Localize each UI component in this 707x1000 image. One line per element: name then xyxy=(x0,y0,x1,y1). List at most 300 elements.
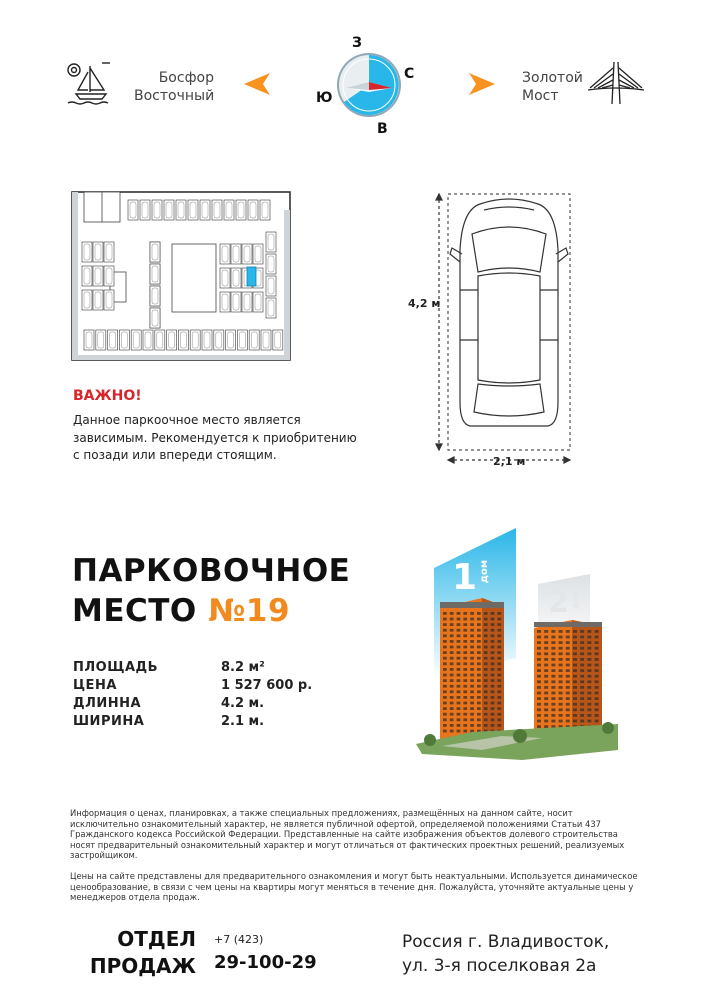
building-window xyxy=(491,634,495,637)
building-window xyxy=(491,696,495,699)
building-window xyxy=(477,634,481,637)
building-window xyxy=(537,725,541,728)
building-window xyxy=(457,640,461,643)
building-window xyxy=(457,690,461,693)
building-window xyxy=(587,658,591,661)
building-window xyxy=(484,634,488,637)
building-window xyxy=(573,720,577,723)
building-window xyxy=(457,679,461,682)
building-window xyxy=(544,692,548,695)
building-window xyxy=(484,629,488,632)
building-window xyxy=(566,686,570,689)
building-window xyxy=(457,612,461,615)
parking-slot xyxy=(82,266,92,286)
parking-slot xyxy=(249,330,259,350)
building-window xyxy=(463,718,467,721)
building-window xyxy=(497,696,501,699)
building-window xyxy=(551,630,555,633)
building-window xyxy=(551,714,555,717)
building-window xyxy=(450,702,454,705)
building-window xyxy=(477,724,481,727)
building-window xyxy=(457,718,461,721)
building-window xyxy=(443,713,447,716)
compass-north-label: З xyxy=(352,35,362,51)
building-window xyxy=(573,686,577,689)
parking-slot xyxy=(190,330,200,350)
building-window xyxy=(497,629,501,632)
building-window xyxy=(566,630,570,633)
building-window xyxy=(470,646,474,649)
building-window xyxy=(477,612,481,615)
building-window xyxy=(450,724,454,727)
building-window xyxy=(587,714,591,717)
building-window xyxy=(463,685,467,688)
building-window xyxy=(491,668,495,671)
building-window xyxy=(551,669,555,672)
building-window xyxy=(497,646,501,649)
important-line-2: зависимым. Рекомендуется к приобритению xyxy=(73,430,357,445)
building-window xyxy=(544,658,548,661)
disclaimer-paragraph-2: Цены на сайте представлены для предварительного ознакомления и могут быть неактуальными. Используется динамическое ценообразование, в связи с чем цены на квартиры могут меняться в течение дня. Пожалуйста, уточняйте актуальные цены у менеджеров отдела продаж. xyxy=(70,870,638,903)
parking-slot xyxy=(237,330,247,350)
parking-slot xyxy=(93,242,103,262)
building-window xyxy=(544,703,548,706)
building-window xyxy=(595,686,599,689)
building-window xyxy=(559,630,563,633)
parking-slot xyxy=(108,330,118,350)
building-window xyxy=(544,686,548,689)
building-window xyxy=(443,629,447,632)
building-window xyxy=(443,662,447,665)
building-window xyxy=(463,640,467,643)
parking-slot xyxy=(266,232,276,252)
building-window xyxy=(450,730,454,733)
parking-slot xyxy=(128,200,138,220)
building-window xyxy=(491,623,495,626)
building-window xyxy=(580,652,584,655)
building-window xyxy=(559,669,563,672)
building-window xyxy=(463,629,467,632)
building-window xyxy=(463,713,467,716)
building-window xyxy=(587,630,591,633)
building-window xyxy=(443,707,447,710)
compass-icon xyxy=(336,52,402,118)
nav-left-label-line1: Босфор xyxy=(158,70,214,86)
building-window xyxy=(470,696,474,699)
building-window xyxy=(559,708,563,711)
building-window xyxy=(450,690,454,693)
parking-slot xyxy=(266,254,276,274)
parking-slot xyxy=(84,330,94,350)
building-window xyxy=(463,623,467,626)
building-window xyxy=(544,636,548,639)
building-window xyxy=(470,679,474,682)
building-window xyxy=(491,640,495,643)
building-window xyxy=(573,708,577,711)
building-window xyxy=(559,686,563,689)
building-window xyxy=(559,652,563,655)
building-window xyxy=(457,685,461,688)
parking-slot xyxy=(261,330,271,350)
building-window xyxy=(443,724,447,727)
parking-slot xyxy=(93,266,103,286)
building-window xyxy=(484,662,488,665)
building-window xyxy=(463,702,467,705)
building-window xyxy=(477,718,481,721)
spec-value: 1 527 600 р. xyxy=(221,678,313,693)
building-window xyxy=(450,685,454,688)
building-window xyxy=(566,658,570,661)
building-window xyxy=(559,641,563,644)
building-window xyxy=(484,612,488,615)
building-window xyxy=(443,696,447,699)
building-window xyxy=(580,669,584,672)
building-window xyxy=(457,713,461,716)
building-window xyxy=(463,724,467,727)
building-window xyxy=(537,697,541,700)
building-window xyxy=(580,697,584,700)
building-window xyxy=(551,703,555,706)
building-window xyxy=(457,618,461,621)
building-window xyxy=(573,652,577,655)
building-window xyxy=(477,685,481,688)
building-window xyxy=(566,675,570,678)
building-window xyxy=(595,664,599,667)
building-1-badge xyxy=(452,557,491,598)
building-1-number: 1 xyxy=(452,557,478,598)
building-window xyxy=(595,636,599,639)
building-window xyxy=(484,718,488,721)
building-window xyxy=(470,629,474,632)
building-window xyxy=(470,662,474,665)
spec-row-width xyxy=(73,714,373,732)
spec-label: ДЛИННА xyxy=(73,696,142,711)
building-window xyxy=(491,690,495,693)
building-window xyxy=(463,618,467,621)
building-window xyxy=(595,697,599,700)
buildings-illustration xyxy=(412,528,622,760)
building-window xyxy=(537,686,541,689)
building-window xyxy=(573,714,577,717)
parking-slot xyxy=(119,330,129,350)
building-window xyxy=(477,651,481,654)
spec-value: 2.1 м. xyxy=(221,714,265,729)
building-window xyxy=(587,686,591,689)
building-window xyxy=(450,612,454,615)
building-window xyxy=(537,652,541,655)
building-window xyxy=(497,651,501,654)
building-window xyxy=(477,623,481,626)
parking-slot xyxy=(220,244,230,264)
building-window xyxy=(497,679,501,682)
building-window xyxy=(457,646,461,649)
parking-slot xyxy=(236,200,246,220)
building-window xyxy=(544,641,548,644)
building-window xyxy=(566,703,570,706)
building-window xyxy=(595,692,599,695)
building-2-word: дом xyxy=(570,588,581,609)
parking-slot xyxy=(104,266,114,286)
important-text xyxy=(73,412,393,465)
arrow-left-icon xyxy=(244,73,270,95)
building-window xyxy=(566,697,570,700)
building-window xyxy=(484,702,488,705)
building-window xyxy=(463,662,467,665)
building-window xyxy=(587,647,591,650)
building-window xyxy=(537,647,541,650)
building-window xyxy=(566,636,570,639)
building-window xyxy=(491,651,495,654)
building-window xyxy=(551,680,555,683)
building-window xyxy=(544,647,548,650)
parking-slot xyxy=(202,330,212,350)
building-window xyxy=(457,702,461,705)
building-window xyxy=(537,680,541,683)
building-window xyxy=(497,685,501,688)
building-window xyxy=(544,652,548,655)
parking-slot xyxy=(253,244,263,264)
building-window xyxy=(450,623,454,626)
building-window xyxy=(484,685,488,688)
building-window xyxy=(470,618,474,621)
building-window xyxy=(573,630,577,633)
building-window xyxy=(470,713,474,716)
title-place-word: МЕСТО xyxy=(72,593,197,629)
building-window xyxy=(491,713,495,716)
parking-slot xyxy=(266,298,276,318)
building-window xyxy=(559,658,563,661)
building-window xyxy=(573,664,577,667)
building-window xyxy=(470,657,474,660)
building-window xyxy=(566,680,570,683)
building-window xyxy=(463,646,467,649)
building-window xyxy=(551,708,555,711)
parking-slot xyxy=(152,200,162,220)
building-1-word: дом xyxy=(479,560,491,584)
building-window xyxy=(595,658,599,661)
dept-line-2: ПРОДАЖ xyxy=(89,954,196,978)
parking-slot xyxy=(164,200,174,220)
building-window xyxy=(463,657,467,660)
building-window xyxy=(470,623,474,626)
building-window xyxy=(497,707,501,710)
building-window xyxy=(544,714,548,717)
car-length-label: 4,2 м xyxy=(408,297,441,310)
building-window xyxy=(443,674,447,677)
building-window xyxy=(537,658,541,661)
building-window xyxy=(477,679,481,682)
building-window xyxy=(443,690,447,693)
building-window xyxy=(477,674,481,677)
building-window xyxy=(491,724,495,727)
nav-right-label-line1: Золотой xyxy=(522,70,583,86)
building-window xyxy=(497,702,501,705)
building-window xyxy=(443,685,447,688)
parking-slot xyxy=(178,330,188,350)
building-window xyxy=(463,651,467,654)
building-window xyxy=(457,696,461,699)
building-window xyxy=(457,674,461,677)
building-window xyxy=(491,707,495,710)
building-window xyxy=(477,696,481,699)
building-window xyxy=(484,674,488,677)
building-window xyxy=(537,703,541,706)
building-window xyxy=(457,668,461,671)
building-window xyxy=(580,647,584,650)
building-window xyxy=(595,714,599,717)
parking-slot xyxy=(167,330,177,350)
parking-slot xyxy=(104,242,114,262)
building-window xyxy=(491,702,495,705)
building-window xyxy=(573,641,577,644)
building-window xyxy=(566,708,570,711)
building-window xyxy=(595,669,599,672)
building-window xyxy=(470,707,474,710)
building-window xyxy=(443,668,447,671)
building-window xyxy=(484,707,488,710)
building-window xyxy=(544,675,548,678)
building-window xyxy=(497,634,501,637)
disclaimer-paragraph-1: Информация о ценах, планировках, а также специальных предложениях, размещённых на данном сайте, носит исключительно ознакомительный характер, не является публичной офертой, определяемой положениями Статьи 437 Гражданского кодекса Российской Федерации. Представленные на сайте изображения объектов долевого строительства носят предварительный ознакомительный характер и могут отличаться от фактических проектных решений, реализуемых застройщиком. xyxy=(70,808,625,861)
building-window xyxy=(491,646,495,649)
building-window xyxy=(497,724,501,727)
building-window xyxy=(484,724,488,727)
building-window xyxy=(595,647,599,650)
building-window xyxy=(477,629,481,632)
parking-slot xyxy=(143,330,153,350)
parking-slot xyxy=(214,330,224,350)
building-2-badge xyxy=(548,585,581,620)
building-window xyxy=(477,668,481,671)
building-window xyxy=(559,680,563,683)
parking-slot xyxy=(150,264,160,284)
building-window xyxy=(566,692,570,695)
parking-slot xyxy=(248,200,258,220)
parking-slot xyxy=(220,268,230,288)
building-window xyxy=(566,652,570,655)
bridge-icon xyxy=(588,60,644,106)
building-window xyxy=(443,657,447,660)
important-line-1: Данное паркоочное место является xyxy=(73,413,301,427)
building-window xyxy=(573,680,577,683)
phone-code: +7 (423) xyxy=(214,933,264,946)
building-window xyxy=(544,630,548,633)
building-window xyxy=(580,630,584,633)
building-window xyxy=(470,612,474,615)
title-line-1: ПАРКОВОЧНОЕ xyxy=(72,553,351,589)
building-window xyxy=(551,636,555,639)
parking-slot xyxy=(188,200,198,220)
building-window xyxy=(580,680,584,683)
building-window xyxy=(544,680,548,683)
building-window xyxy=(477,702,481,705)
building-window xyxy=(491,657,495,660)
building-window xyxy=(573,658,577,661)
parking-slot xyxy=(96,330,106,350)
building-window xyxy=(595,630,599,633)
spec-label: ШИРИНА xyxy=(73,714,145,729)
building-window xyxy=(457,629,461,632)
arrow-right-icon xyxy=(469,73,495,95)
building-window xyxy=(470,724,474,727)
building-window xyxy=(537,720,541,723)
parking-floor-plan xyxy=(70,190,292,362)
parking-slot xyxy=(231,292,241,312)
building-window xyxy=(587,652,591,655)
parking-slot xyxy=(231,268,241,288)
building-window xyxy=(573,697,577,700)
building-window xyxy=(477,640,481,643)
building-window xyxy=(470,702,474,705)
building-window xyxy=(443,612,447,615)
building-window xyxy=(484,623,488,626)
parking-slot xyxy=(220,292,230,312)
building-window xyxy=(491,679,495,682)
building-window xyxy=(580,692,584,695)
building-window xyxy=(463,612,467,615)
spec-row-length xyxy=(73,696,373,714)
parking-slot xyxy=(231,244,241,264)
building-window xyxy=(595,680,599,683)
building-window xyxy=(450,718,454,721)
building-window xyxy=(497,657,501,660)
building-window xyxy=(544,708,548,711)
building-window xyxy=(566,641,570,644)
phone-number[interactable]: 29-100-29 xyxy=(214,952,317,973)
bosphorus-icon xyxy=(64,60,114,106)
car-width-label: 2,1 м xyxy=(493,455,526,468)
building-window xyxy=(497,623,501,626)
building-window xyxy=(491,674,495,677)
building-window xyxy=(551,658,555,661)
spec-row-price xyxy=(73,678,373,696)
building-window xyxy=(443,730,447,733)
building-window xyxy=(497,690,501,693)
building-window xyxy=(443,646,447,649)
building-window xyxy=(470,685,474,688)
building-window xyxy=(491,629,495,632)
building-window xyxy=(491,612,495,615)
spec-label: ЦЕНА xyxy=(73,678,117,693)
building-window xyxy=(537,708,541,711)
building-window xyxy=(566,714,570,717)
building-window xyxy=(551,720,555,723)
building-window xyxy=(537,675,541,678)
building-window xyxy=(450,629,454,632)
building-window xyxy=(450,696,454,699)
parking-slot xyxy=(224,200,234,220)
parking-slot xyxy=(82,290,92,310)
building-window xyxy=(477,618,481,621)
building-window xyxy=(551,686,555,689)
building-window xyxy=(470,690,474,693)
building-window xyxy=(497,662,501,665)
building-window xyxy=(443,618,447,621)
building-window xyxy=(450,713,454,716)
building-window xyxy=(544,697,548,700)
compass-east-label: С xyxy=(404,66,415,82)
building-window xyxy=(595,703,599,706)
building-window xyxy=(559,714,563,717)
building-window xyxy=(457,634,461,637)
building-window xyxy=(497,612,501,615)
building-window xyxy=(463,668,467,671)
building-window xyxy=(587,664,591,667)
nav-left-label-line2: Восточный xyxy=(134,88,215,104)
building-window xyxy=(573,636,577,639)
building-window xyxy=(580,686,584,689)
car-dimension-diagram xyxy=(430,190,580,470)
